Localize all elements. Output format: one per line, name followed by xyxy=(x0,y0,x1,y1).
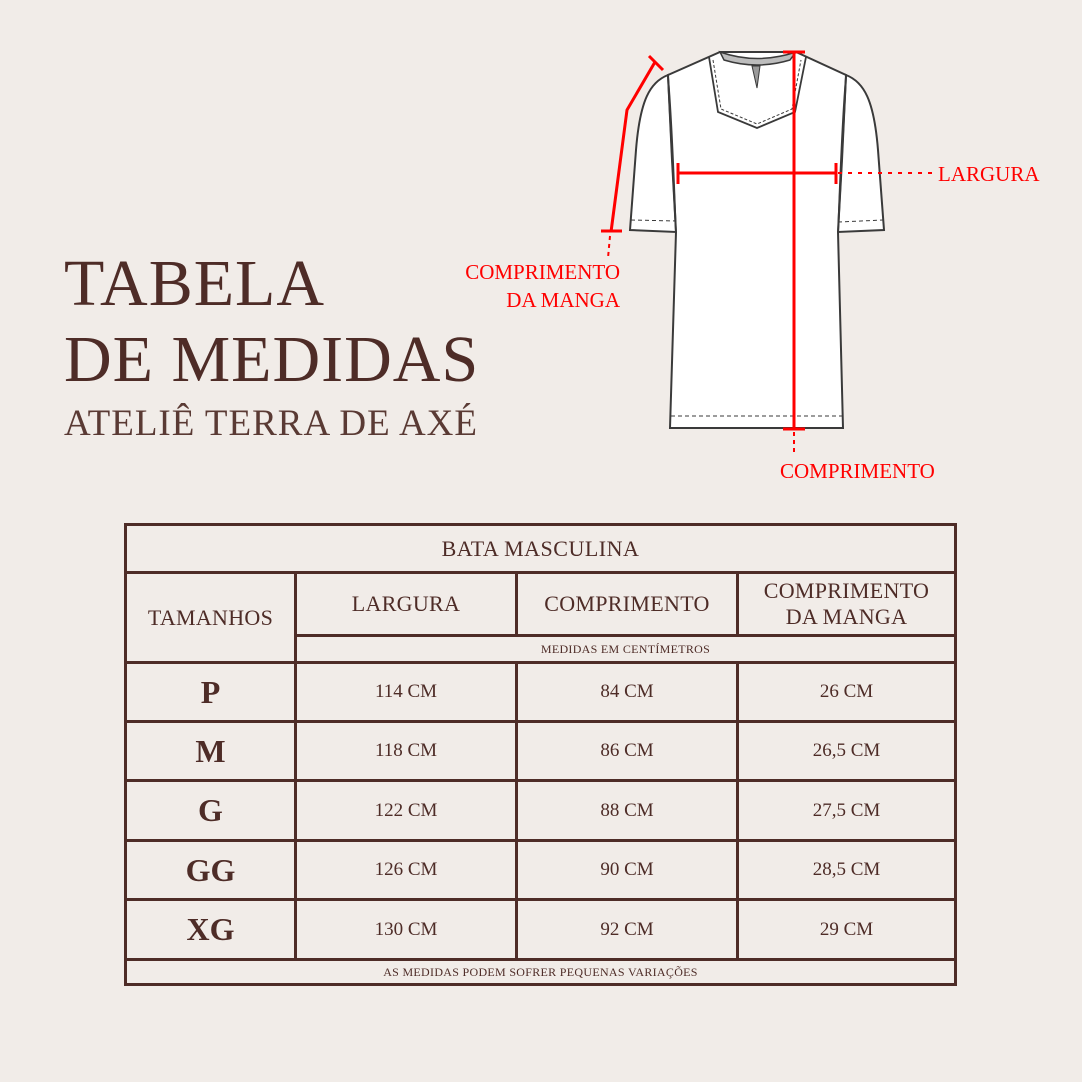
sleeve-length-value: 27,5 CM xyxy=(812,799,881,821)
shirt-diagram-icon xyxy=(0,0,1082,500)
comprimento-value: 86 CM xyxy=(518,723,739,779)
variation-note: AS MEDIDAS PODEM SOFRER PEQUENAS VARIAÇÕES xyxy=(383,964,698,979)
table-header-row xyxy=(127,574,954,664)
largura-value: 114 CM xyxy=(297,664,518,720)
table-row xyxy=(127,842,954,901)
brand-name: ATELIÊ TERRA DE AXÉ xyxy=(64,403,478,444)
header-measures xyxy=(297,574,954,637)
size-m: M xyxy=(127,723,297,779)
header-sleeve-length-line-1: COMPRIMENTO xyxy=(763,578,930,603)
page-title-line-2: DE MEDIDAS xyxy=(64,323,480,396)
largura-value: 118 CM xyxy=(297,723,518,779)
comprimento-value: 84 CM xyxy=(518,664,739,720)
table-row xyxy=(127,664,954,723)
page-title-line-1: TABELA xyxy=(64,247,326,320)
sleeve-length-value: 26,5 CM xyxy=(812,740,881,761)
size-g: G xyxy=(127,782,297,839)
size-p: P xyxy=(127,664,297,720)
largura-value: 126 CM xyxy=(297,842,518,898)
garment-diagram xyxy=(0,0,1082,500)
sleeve-length-label-line-2: DA MANGA xyxy=(506,288,620,312)
sleeve-length-value: 28,5 CM xyxy=(812,859,881,880)
header-sleeve-length xyxy=(739,574,954,634)
header-sleeve-length-line-2: DA MANGA xyxy=(785,604,908,629)
sleeve-length-label-line-1: COMPRIMENTO xyxy=(465,260,620,284)
units-note: MEDIDAS EM CENTÍMETROS xyxy=(540,641,711,656)
table-row xyxy=(127,901,954,961)
header-largura: LARGURA xyxy=(297,574,518,634)
sleeve-length-value: 29 CM xyxy=(819,918,874,940)
header-sizes: TAMANHOS xyxy=(127,574,297,661)
largura-value: 122 CM xyxy=(297,782,518,839)
table-caption-row xyxy=(127,526,954,574)
largura-value: 130 CM xyxy=(297,901,518,958)
header-comprimento: COMPRIMENTO xyxy=(518,574,739,634)
size-xg: XG xyxy=(127,901,297,958)
size-table xyxy=(124,523,957,986)
comprimento-value: 92 CM xyxy=(518,901,739,958)
table-caption: BATA MASCULINA xyxy=(441,535,640,561)
sleeve-length-label xyxy=(420,260,620,312)
sleeve-length-value: 26 CM xyxy=(819,681,874,702)
comprimento-label: COMPRIMENTO xyxy=(780,459,935,483)
largura-label: LARGURA xyxy=(938,162,1040,186)
table-footer-row xyxy=(127,961,954,983)
table-row xyxy=(127,782,954,842)
comprimento-value: 90 CM xyxy=(518,842,739,898)
comprimento-value: 88 CM xyxy=(518,782,739,839)
table-row xyxy=(127,723,954,782)
size-gg: GG xyxy=(127,842,297,898)
